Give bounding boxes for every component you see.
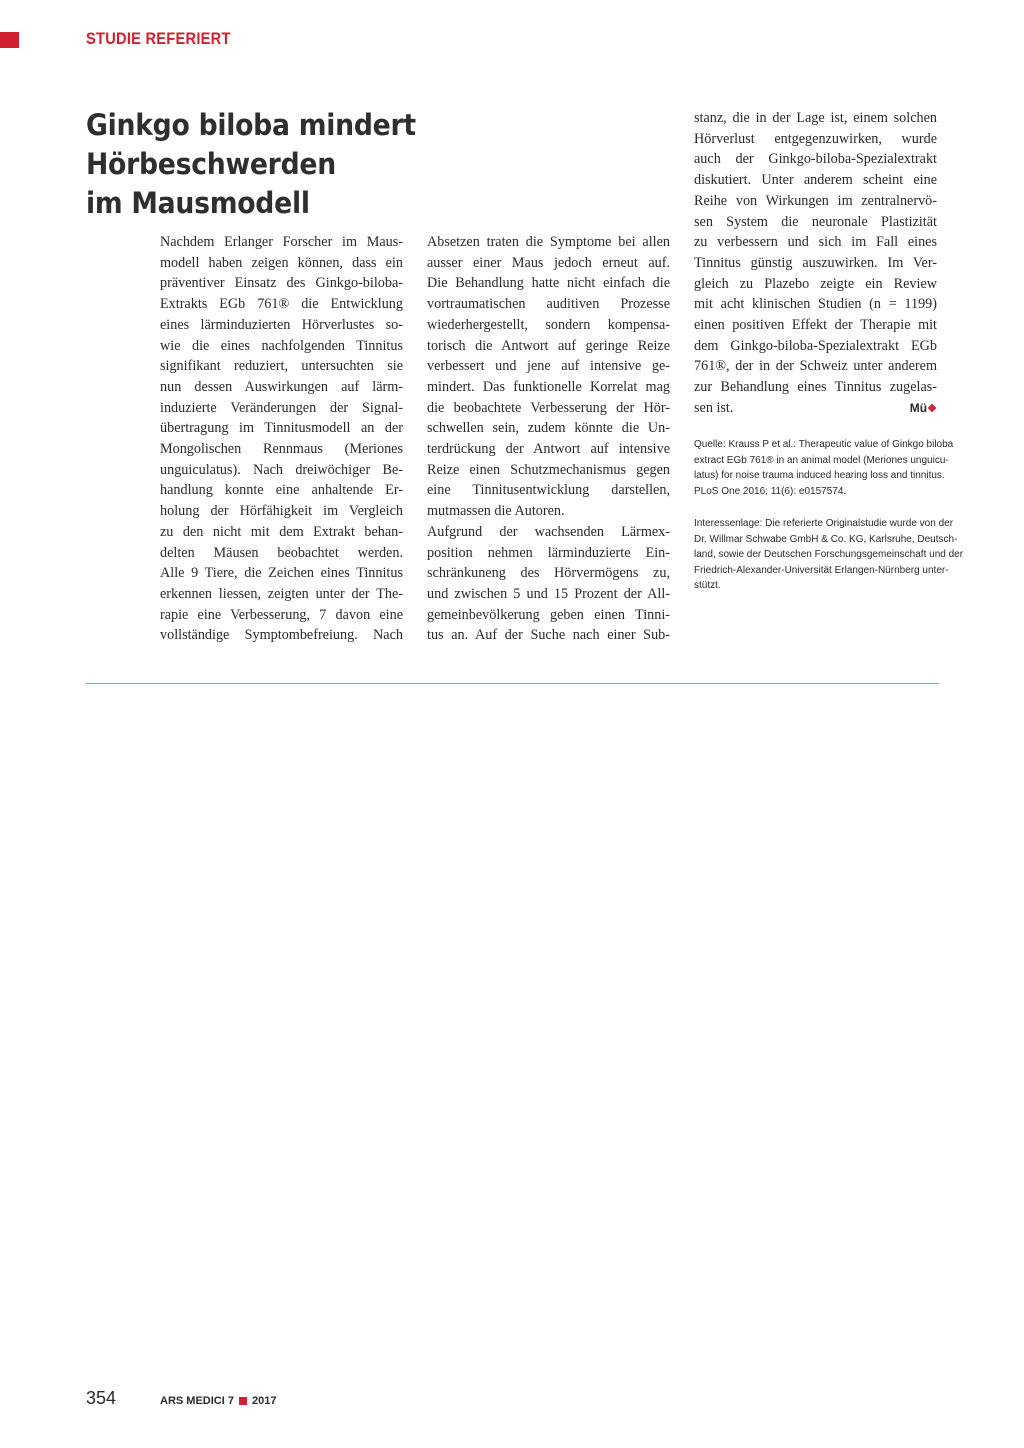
journal-year: 2017 (251, 1395, 277, 1407)
text-line: Nachdem Erlanger Forscher im Maus- (160, 234, 403, 250)
note-line: land, sowie der Deutschen Forschungsgemeinschaft und der (694, 549, 964, 561)
article-column-1 (160, 232, 403, 646)
text-line: delten Mäusen beobachtet werden. (160, 544, 403, 561)
text-line: Hörverlust entgegenzuwirken, wurde (694, 130, 937, 147)
text-line: rapie eine Verbesserung, 7 davon eine (160, 606, 403, 623)
page-number: 354 (86, 1388, 117, 1408)
note-line: latus) for noise trauma induced hearing loss and tinnitus. (694, 470, 945, 482)
text-line: und zwischen 5 und 15 Prozent der All- (427, 585, 670, 602)
text-line: Extrakts EGb 761® die Entwicklung (160, 296, 403, 313)
text-line: übertragung im Tinnitusmodell an der (160, 420, 403, 437)
text-line: tus an. Auf der Suche nach einer Sub- (427, 627, 670, 644)
article-column-2 (427, 232, 670, 646)
text-line: nun dessen Auswirkungen auf lärm- (160, 378, 403, 395)
text-line: gleich zu Plazebo zeigte ein Review (694, 275, 937, 292)
author-initials: Mü (909, 400, 928, 415)
note-line: extract EGb 761® in an animal model (Meriones unguicu- (694, 454, 949, 466)
text-line: Absetzen traten die Symptome bei allen (427, 234, 670, 250)
end-mark-icon: ❖ (927, 402, 937, 415)
text-line: handlung konnte eine anhaltende Er- (160, 482, 403, 499)
text-line: diskutiert. Unter anderem scheint eine (694, 172, 937, 189)
section-label: STUDIE REFERIERT (86, 29, 231, 48)
note-line: PLoS One 2016; 11(6): e0157574. (694, 485, 847, 497)
section-marker (0, 32, 19, 48)
headline-line: Ginkgo biloba mindert Hörbeschwerden (86, 108, 416, 181)
text-line: erkennen liessen, zeigten unter der The- (160, 585, 403, 602)
journal-footer (160, 1395, 276, 1407)
text-line: Die Behandlung hatte nicht einfach die (427, 275, 670, 292)
text-line: terdrückung der Antwort auf intensive (427, 441, 670, 458)
note-line: stützt. (694, 580, 721, 592)
text-line: ausser einer Maus jedoch erneut auf. (427, 254, 670, 271)
section-divider (86, 683, 939, 684)
text-line: eine Tinnitusentwicklung darstellen, (427, 482, 670, 499)
text-line: dem Ginkgo-biloba-Spezialextrakt EGb (694, 337, 937, 354)
text-line: schwellen sein, zudem könnte die Un- (427, 420, 670, 437)
text-line: torisch die Antwort auf geringe Reize (427, 337, 670, 354)
text-line: zu den nicht mit dem Extrakt behan- (160, 523, 403, 540)
text-line: gemeinbevölkerung geben einen Tinni- (427, 606, 670, 623)
text-line: eines lärminduzierten Hörverlustes so- (160, 316, 403, 333)
note-line: Dr. Willmar Schwabe GmbH & Co. KG, Karlsruhe, Deutsch- (694, 533, 958, 545)
text-line: schränkuneng des Hörvermögens zu, (427, 565, 670, 582)
text-line: signifikant reduziert, untersuchten sie (160, 358, 403, 375)
text-line: holung der Hörfähigkeit im Vergleich (160, 503, 403, 520)
text-line: position nehmen lärminduzierte Ein- (427, 544, 670, 561)
text-line: verbessert und jene auf intensive ge- (427, 358, 670, 375)
text-line: stanz, die in der Lage ist, einem solchen (694, 110, 937, 126)
text-line: wie die eines nachfolgenden Tinnitus (160, 337, 403, 354)
text-line: Alle 9 Tiere, die Zeichen eines Tinnitus (160, 565, 403, 582)
source-note (694, 437, 954, 499)
article-headline (86, 106, 638, 223)
text-line: zur Behandlung eines Tinnitus zugelas- (694, 379, 937, 396)
text-line: mit acht klinischen Studien (n = 1199) (694, 296, 937, 313)
closing-line: sen ist. (694, 399, 734, 416)
text-line: sen System die neuronale Plastizität (694, 213, 937, 230)
text-line: zu verbessern und sich im Fall eines (694, 234, 937, 251)
text-line: präventiver Einsatz des Ginkgo-biloba- (160, 275, 403, 292)
text-line: wiederhergestellt, sondern kompensa- (427, 316, 670, 333)
article-column-3 (694, 108, 937, 420)
text-line: auch der Ginkgo-biloba-Spezialextrakt (694, 151, 937, 168)
text-line: unguiculatus). Nach dreiwöchiger Be- (160, 461, 403, 478)
text-line: Reize einen Schutzmechanismus gegen (427, 461, 670, 478)
text-line: Mongolischen Rennmaus (Meriones (160, 441, 403, 458)
journal-name: ARS MEDICI 7 (160, 1395, 234, 1407)
text-line: 761®, der in der Schweiz unter anderem (694, 358, 937, 375)
text-line: einen positiven Effekt der Therapie mit (694, 317, 937, 334)
note-line: Friedrich-Alexander-Universität Erlangen-Nürnberg unter- (694, 564, 949, 576)
text-line: Reihe von Wirkungen im zentralnervö- (694, 192, 937, 209)
note-line: Interessenlage: Die referierte Originalstudie wurde von der (694, 518, 954, 529)
headline-line: im Mausmodell (86, 186, 310, 220)
text-line: modell haben zeigen können, dass ein (160, 254, 403, 271)
text-line: Tinnitus günstig auszuwirken. Im Ver- (694, 254, 937, 271)
text-line: vortraumatischen auditiven Prozesse (427, 296, 670, 313)
square-separator-icon (239, 1397, 247, 1405)
conflict-of-interest-note (694, 516, 964, 594)
text-line: vollständige Symptombefreiung. Nach (160, 627, 403, 644)
author-signoff (910, 398, 937, 420)
text-line: Aufgrund der wachsenden Lärmex- (427, 523, 670, 540)
text-line: induzierte Veränderungen der Signal- (160, 399, 403, 416)
note-line: Quelle: Krauss P et al.: Therapeutic value of Ginkgo biloba (694, 439, 954, 450)
text-line: mindert. Das funktionelle Korrelat mag (427, 378, 670, 395)
text-line: mutmassen die Autoren. (427, 503, 565, 520)
closing-row (694, 398, 937, 420)
text-line: die beobachtete Verbesserung der Hör- (427, 399, 670, 416)
